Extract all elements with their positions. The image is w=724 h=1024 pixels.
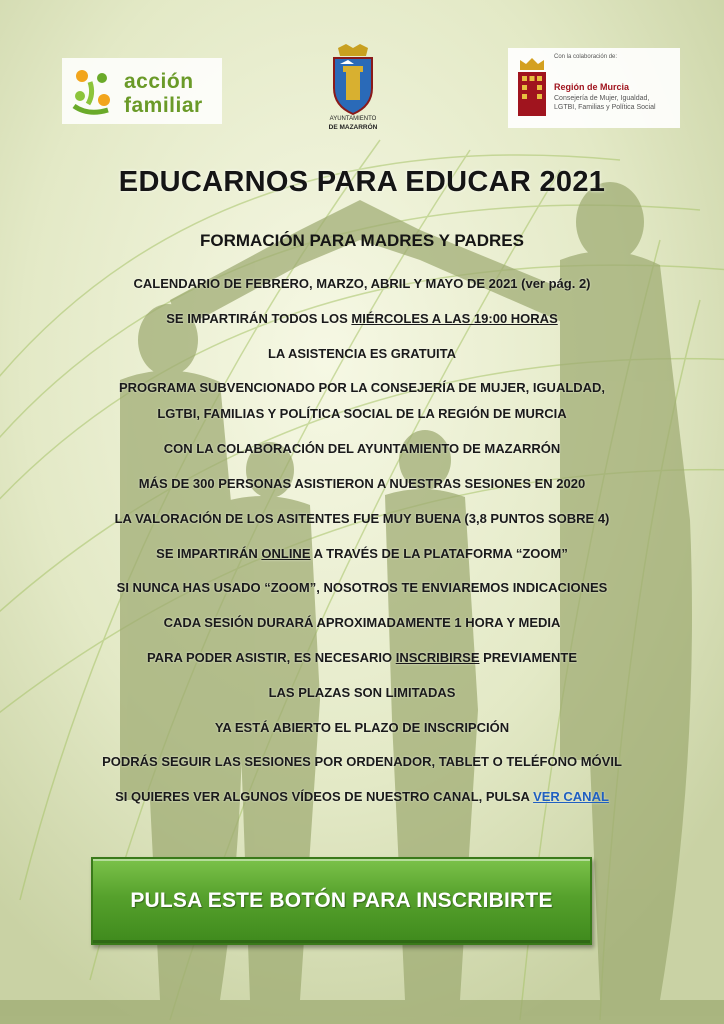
- dept-line2: LGTBI, Familias y Política Social: [554, 104, 656, 111]
- free-line: LA ASISTENCIA ES GRATUITA: [267, 345, 457, 361]
- duration-line: CADA SESIÓN DURARÁ APROXIMADAMENTE 1 HORA Y MEDIA: [163, 615, 561, 631]
- familiar-text: familiar: [124, 94, 203, 117]
- region-name: Región de Murcia: [554, 82, 630, 92]
- ver-canal-link[interactable]: VER CANAL: [533, 789, 609, 805]
- calendar-line: CALENDARIO DE FEBRERO, MARZO, ABRIL Y MAYO DE 2021 (ver pág. 2): [133, 276, 591, 291]
- region-murcia-logo: [508, 48, 680, 128]
- online-line: [0, 542, 724, 577]
- dept-line1: Consejería de Mujer, Igualdad,: [554, 95, 650, 102]
- register-emphasis: INSCRIBIRSE: [395, 649, 480, 665]
- mazarron-text: DE MAZARRÓN: [328, 124, 378, 131]
- online-text-post: A TRAVÉS DE LA PLATAFORMA “ZOOM”: [310, 545, 568, 561]
- info-list: [0, 272, 724, 820]
- open-line: YA ESTÁ ABIERTO EL PLAZO DE INSCRIPCIÓN: [214, 719, 510, 735]
- collab-caption: Con la colaboración de:: [554, 54, 618, 60]
- online-emphasis: ONLINE: [261, 545, 311, 561]
- online-text-pre: SE IMPARTIRÁN: [156, 545, 262, 561]
- page-subtitle: FORMACIÓN PARA MADRES Y PADRES: [200, 231, 524, 250]
- register-text-pre: PARA PODER ASISTIR, ES NECESARIO: [146, 649, 396, 665]
- zoom-help-line: SI NUNCA HAS USADO “ZOOM”, NOSOTROS TE ENVIAREMOS INDICACIONES: [116, 580, 608, 596]
- register-text-post: PREVIAMENTE: [479, 649, 578, 665]
- register-button[interactable]: PULSA ESTE BOTÓN PARA INSCRIBIRTE: [91, 857, 592, 945]
- ayuntamiento-text: AYUNTAMIENTO: [329, 116, 377, 122]
- program-line-1: PROGRAMA SUBVENCIONADO POR LA CONSEJERÍA DE MUJER, IGUALDAD,: [118, 380, 606, 396]
- accion-text: acción: [124, 70, 194, 93]
- coat-of-arms-icon: [328, 44, 378, 116]
- videos-line: [0, 785, 724, 820]
- people-circle-icon: [68, 66, 118, 116]
- devices-line: PODRÁS SEGUIR LAS SESIONES POR ORDENADOR, TABLET O TELÉFONO MÓVIL: [102, 754, 622, 770]
- collab-line: CON LA COLABORACIÓN DEL AYUNTAMIENTO DE MAZARRÓN: [163, 441, 561, 457]
- schedule-line: [0, 307, 724, 342]
- schedule-text: SE IMPARTIRÁN TODOS LOS: [166, 310, 352, 326]
- limited-line: LAS PLAZAS SON LIMITADAS: [268, 684, 456, 700]
- region-shield-icon: [514, 58, 550, 122]
- page-title: EDUCARNOS PARA EDUCAR 2021: [118, 166, 606, 198]
- videos-text: SI QUIERES VER ALGUNOS VÍDEOS DE NUESTRO CANAL, PULSA: [115, 789, 534, 805]
- schedule-emphasis: MIÉRCOLES A LAS 19:00 HORAS: [351, 310, 558, 326]
- accion-familiar-logo: [62, 58, 222, 124]
- attendance-line: MÁS DE 300 PERSONAS ASISTIERON A NUESTRAS SESIONES EN 2020: [138, 475, 586, 491]
- register-line: [0, 646, 724, 681]
- program-line-2: LGTBI, FAMILIAS Y POLÍTICA SOCIAL DE LA REGIÓN DE MURCIA: [157, 406, 567, 422]
- rating-line: LA VALORACIÓN DE LOS ASITENTES FUE MUY BUENA (3,8 PUNTOS SOBRE 4): [114, 510, 610, 526]
- ayuntamiento-mazarron-logo: [328, 44, 378, 134]
